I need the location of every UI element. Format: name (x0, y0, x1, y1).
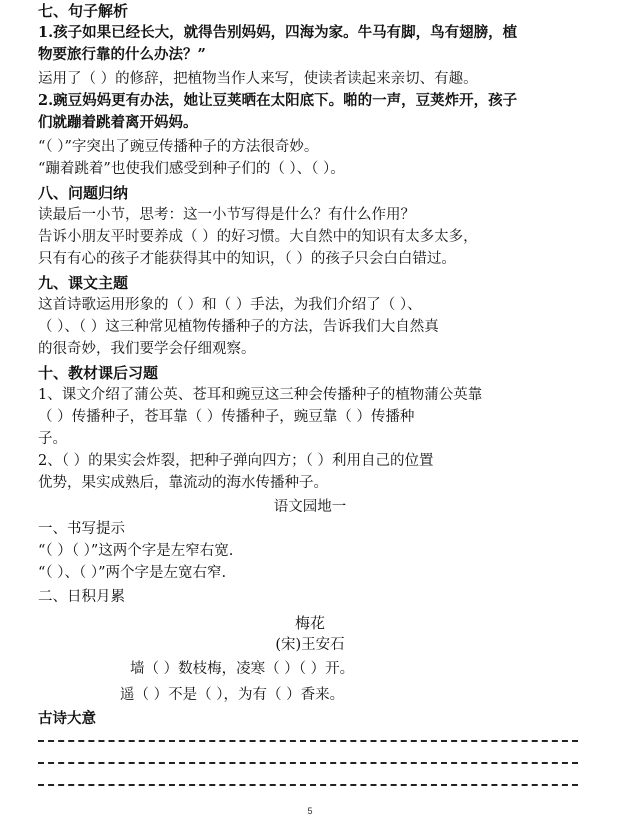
s7-q2-line4: “蹦着跳着”也使我们感受到种子们的（ ）、（ ）。 (38, 161, 345, 177)
s7-q2-line1: 2.豌豆妈妈更有办法，她让豆荚晒在太阳底下。啪的一声，豆荚炸开，孩子 (38, 92, 518, 109)
poem-line1: 墙（ ）数枝梅，凌寒（ ）（ ）开。 (130, 661, 355, 677)
poem-author: (宋)王安石 (275, 637, 345, 653)
s10-line5: 优势，果实成熟后，靠流动的海水传播种子。 (38, 475, 328, 491)
s10-line2: （ ）传播种子，苍耳靠（ ）传播种子，豌豆靠（ ）传播种 (38, 409, 415, 425)
s10-line3: 子。 (38, 431, 67, 447)
s8-line3: 只有有心的孩子才能获得其中的知识，（ ）的孩子只会白白错过。 (38, 251, 456, 267)
section7-heading: 七、句子解析 (38, 2, 129, 20)
s7-q1-line1: 1.孩子如果已经长大，就得告别妈妈，四海为家。牛马有脚，鸟有翅膀，植 (38, 24, 518, 41)
page-number: 5 (307, 806, 313, 816)
g1-heading: 一、书写提示 (38, 521, 125, 537)
g1-line2: “（ ）、（ ）”两个字是左宽右窄. (38, 565, 227, 581)
answer-line-2 (38, 762, 578, 764)
s9-line3: 的很奇妙，我们要学会仔细观察。 (38, 341, 256, 357)
section10-heading: 十、教材课后习题 (38, 364, 159, 382)
g1-line1: “（ ）（ ）”这两个字是左窄右宽. (38, 543, 234, 559)
meaning-heading: 古诗大意 (38, 710, 96, 727)
s7-q1-line2: 物要旅行靠的什么办法？” (38, 46, 206, 63)
s10-line4: 2、（ ）的果实会炸裂，把种子弹向四方；（ ）利用自己的位置 (38, 453, 434, 469)
poem-title: 梅花 (294, 614, 325, 632)
poem-line2: 遥（ ）不是（ ），为有（ ）香来。 (120, 687, 345, 703)
s7-q2-line3: “（ ）”字突出了豌豆传播种子的方法很奇妙。 (38, 139, 319, 155)
s8-line2: 告诉小朋友平时要养成（ ）的好习惯。大自然中的知识有太多太多， (38, 229, 478, 245)
garden-title: 语文园地一 (273, 499, 347, 515)
s9-line1: 这首诗歌运用形象的（ ）和（ ）手法，为我们介绍了（ ）、 (38, 297, 422, 313)
s8-line1: 读最后一小节，思考：这一小节写得是什么？有什么作用？ (38, 207, 415, 223)
section9-heading: 九、课文主题 (38, 274, 129, 292)
s10-line1: 1、课文介绍了蒲公英、苍耳和豌豆这三种会传播种子的植物蒲公英靠 (38, 387, 483, 403)
g2-heading: 二、日积月累 (38, 589, 125, 605)
section8-heading: 八、问题归纳 (38, 184, 129, 202)
answer-line-1 (38, 740, 578, 742)
s7-q2-line2: 们就蹦着跳着离开妈妈。 (38, 114, 198, 131)
s7-q1-line3: 运用了（ ）的修辞，把植物当作人来写，使读者读起来亲切、有趣。 (38, 71, 478, 87)
s9-line2: （ ）、（ ）这三种常见植物传播种子的方法，告诉我们大自然真 (38, 319, 439, 335)
answer-line-3 (38, 784, 578, 786)
